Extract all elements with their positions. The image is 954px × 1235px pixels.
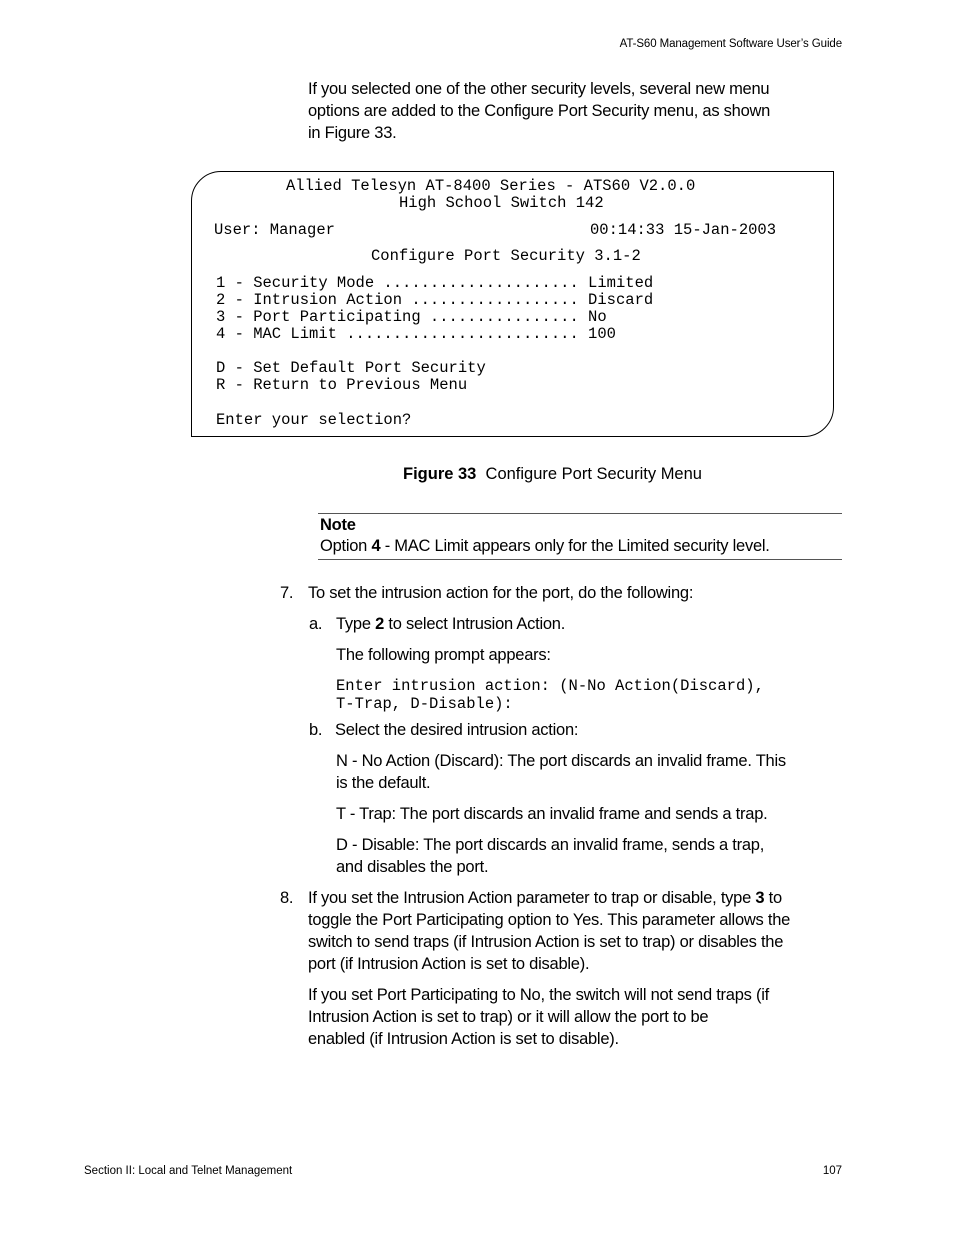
step-7-number: 7. <box>280 584 294 602</box>
intrusion-prompt-line1: Enter intrusion action: (N-No Action(Discard), <box>336 677 764 695</box>
screen-prompt: Enter your selection? <box>216 411 412 429</box>
note-post: - MAC Limit appears only for the Limited security level. <box>380 537 770 555</box>
step-8-post: to <box>764 889 782 907</box>
step-8-para2-line1: If you set Port Participating to No, the switch will not send traps (if <box>308 986 769 1004</box>
intrusion-prompt-line2: T-Trap, D-Disable): <box>336 695 513 713</box>
step-7a-post: to select Intrusion Action. <box>384 615 566 633</box>
footer-section: Section II: Local and Telnet Management <box>84 1165 293 1177</box>
figure-caption <box>403 465 702 484</box>
screen-menu-title: Configure Port Security 3.1-2 <box>371 247 641 265</box>
figure-label: Figure 33 <box>403 465 477 483</box>
figure-caption-text: Configure Port Security Menu <box>485 465 702 483</box>
step-8-line3: switch to send traps (if Intrusion Action is set to trap) or disables the <box>308 933 784 951</box>
page-number: 107 <box>822 1165 842 1177</box>
menu-option-intrusion-action: 2 - Intrusion Action .................. Discard <box>216 291 654 309</box>
option-n-line1: N - No Action (Discard): The port discards an invalid frame. This <box>336 752 786 770</box>
menu-action-set-default: D - Set Default Port Security <box>216 359 486 377</box>
step-8-line4: port (if Intrusion Action is set to disable). <box>308 955 590 973</box>
step-7b-text: Select the desired intrusion action: <box>335 721 579 739</box>
step-8-para2-line3: enabled (if Intrusion Action is set to disable). <box>308 1030 619 1048</box>
screen-user: User: Manager <box>214 221 335 239</box>
step-7a-pre: Type <box>336 615 376 633</box>
step-8-line1 <box>308 887 782 909</box>
step-8-para2-line2: Intrusion Action is set to trap) or it will allow the port to be <box>308 1008 709 1026</box>
menu-action-return: R - Return to Previous Menu <box>216 376 468 394</box>
note-bold: 4 <box>371 537 381 555</box>
intro-paragraph <box>308 78 770 144</box>
step-7a-bold: 2 <box>375 615 385 633</box>
screen-datetime: 00:14:33 15-Jan-2003 <box>590 221 777 239</box>
step-7a-follow: The following prompt appears: <box>336 646 551 664</box>
running-header: AT-S60 Management Software User’s Guide <box>619 38 842 50</box>
note-bottom-rule <box>318 559 842 560</box>
intro-line: in Figure 33. <box>308 124 397 142</box>
option-d-line1: D - Disable: The port discards an invalid frame, sends a trap, <box>336 836 765 854</box>
intro-line: If you selected one of the other security levels, several new menu <box>308 80 770 98</box>
option-t-line: T - Trap: The port discards an invalid frame and sends a trap. <box>336 805 768 823</box>
note-pre: Option <box>320 537 372 555</box>
screen-title-line1: Allied Telesyn AT-8400 Series - ATS60 V2.0.0 <box>286 177 696 195</box>
menu-option-security-mode: 1 - Security Mode ..................... Limited <box>216 274 654 292</box>
step-8-bold: 3 <box>755 889 765 907</box>
step-7a-text <box>336 613 565 635</box>
menu-option-mac-limit: 4 - MAC Limit ......................... 100 <box>216 325 616 343</box>
step-8-pre: If you set the Intrusion Action parameter to trap or disable, type <box>308 889 756 907</box>
step-8-number: 8. <box>280 889 294 907</box>
option-d-line2: and disables the port. <box>336 858 489 876</box>
note-top-rule <box>318 513 842 514</box>
menu-option-port-participating: 3 - Port Participating ................ No <box>216 308 607 326</box>
note-text <box>320 535 770 557</box>
step-7b-label: b. <box>309 721 323 739</box>
option-n-line2: is the default. <box>336 774 431 792</box>
intro-line: options are added to the Configure Port Security menu, as shown <box>308 102 771 120</box>
screen-title-line2: High School Switch 142 <box>399 194 604 212</box>
step-7a-label: a. <box>309 615 323 633</box>
note-title: Note <box>320 516 356 534</box>
step-7-text: To set the intrusion action for the port, do the following: <box>308 584 694 602</box>
terminal-screen <box>191 171 834 437</box>
step-8-line2: toggle the Port Participating option to Yes. This parameter allows the <box>308 911 791 929</box>
